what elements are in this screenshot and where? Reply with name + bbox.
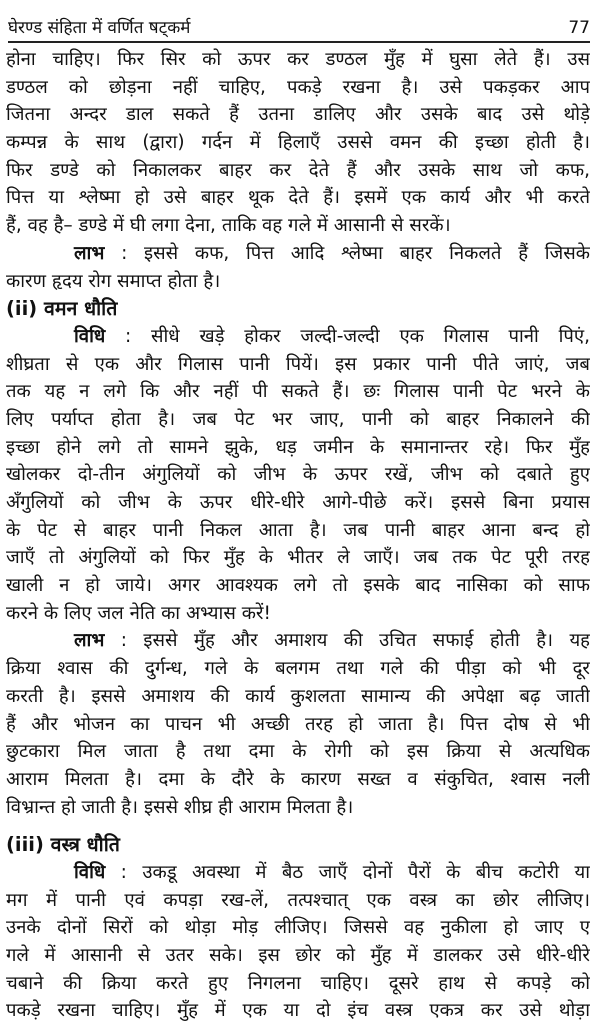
text-line: उनके दोनों सिरों को थोड़ा मोड़ लीजिए। जिससे वह नुकीला हो जाए ए xyxy=(6,917,590,939)
running-header xyxy=(8,10,590,43)
text-line: हैं, वह है– डण्डे में घी लगा देना, ताकि वह गले में आसानी से सरकें। xyxy=(6,215,451,237)
text-line: शीघ्रता से एक और गिलास पानी पियें। इस प्रकार पानी पीते जाएं, जब xyxy=(6,353,590,375)
section-heading: (ii) वमन धौति xyxy=(6,297,118,321)
text-line: डण्ठल को छोड़ना नहीं चाहिए, पकड़े रखना है। उसे पकड़कर आप xyxy=(6,76,590,98)
line-text: : उकडू अवस्था में बैठ जाएँ दोनों पैरों के बीच कटोरी या xyxy=(105,861,590,883)
text-line: पकड़े रखना चाहिए। मुँह में एक या दो इंच वस्त्र एकत्र कर उसे थोड़ा xyxy=(6,1000,590,1022)
text-line: खोलकर दो-तीन अंगुलियों को जीभ के ऊपर रखें, जीभ को दबाते हुए xyxy=(6,464,590,486)
text-line: जाएँ तो अंगुलियों को फिर मुँह के भीतर ले जाएँ। जब तक पेट पूरी तरह xyxy=(6,547,590,569)
page-body xyxy=(6,46,590,1025)
text-line: करने के लिए जल नेति का अभ्यास करें! xyxy=(6,602,271,624)
text-line: विभ्रान्त हो जाती है। इससे शीघ्र ही आराम मिलता है। xyxy=(6,796,354,818)
text-line: पित्त या श्लेष्मा हो उसे बाहर थूक देते हैं। इसमें एक कार्य और भी करते xyxy=(6,187,590,209)
text-line: आराम मिलता है। दमा के दौरे के कारण सख्त व संकुचित, श्वास नली xyxy=(6,768,590,790)
section-heading: (iii) वस्त्र धौति xyxy=(6,833,120,857)
text-line: चबाने की क्रिया करते हुए निगलना चाहिए। दूसरे हाथ से कपड़े को xyxy=(6,972,590,994)
text-line xyxy=(6,323,590,351)
text-line: खाली न हो जाये। अगर आवश्यक लगे तो इसके बाद नासिका को साफ xyxy=(6,575,590,597)
text-line: मग में पानी एवं कपड़ा रख-लें, तत्पश्चात् एक वस्त्र का छोर लीजिए। xyxy=(6,889,590,911)
paragraph-label: लाभ xyxy=(74,630,105,652)
text-line: क्रिया श्वास की दुर्गन्ध, गले के बलगम तथा गले की पीड़ा को भी दूर xyxy=(6,658,590,680)
text-line: करती है। इससे अमाशय की कार्य कुशलता सामान्य की अपेक्षा बढ़ जाती xyxy=(6,685,590,707)
text-line: लिए पर्याप्त होता है। जब पेट भर जाए, पानी को बाहर निकालने की xyxy=(6,408,590,430)
chapter-title: घेरण्ड संहिता में वर्णित षट्कर्म xyxy=(8,18,191,38)
line-text: : सीधे खड़े होकर जल्दी-जल्दी एक गिलास पानी पिएं, xyxy=(105,325,590,347)
paragraph-label: लाभ xyxy=(74,242,105,264)
text-line: गले में आसानी से उतर सके। इस छोर को मुँह में डालकर उसे धीरे-धीरे xyxy=(6,945,590,966)
paragraph-label: विधि xyxy=(74,325,106,347)
text-line: कम्पन्न के साथ (द्वारा) गर्दन में हिलाएँ उससे वमन की इच्छा होती है। xyxy=(6,132,590,154)
text-line: तक यह न लगे कि और नहीं पी सकते हैं। छः गिलास पानी पेट भरने के xyxy=(6,381,590,403)
text-line xyxy=(6,627,590,655)
text-line: कारण हृदय रोग समाप्त होता है। xyxy=(6,270,221,292)
text-line: होना चाहिए। फिर सिर को ऊपर कर डण्ठल मुँह में घुसा लेते हैं। उस xyxy=(6,49,590,70)
line-text: : इससे कफ, पित्त आदि श्लेष्मा बाहर निकलते हैं जिसके xyxy=(104,242,590,264)
text-line: अँगुलियों को जीभ के ऊपर धीरे-धीरे आगे-पीछे करें। इससे बिना प्रयास xyxy=(6,492,590,513)
line-text: : इससे मुँह और अमाशय की उचित सफाई होती है। यह xyxy=(104,630,590,652)
text-line: के पेट से बाहर पानी निकल आता है। जब पानी बाहर आना बन्द हो xyxy=(6,519,590,541)
paragraph-label: विधि xyxy=(74,861,106,883)
text-line: छुटकारा मिल जाता है तथा दमा के रोगी को इस क्रिया से अत्यधिक xyxy=(6,741,590,763)
text-line: फिर डण्डे को निकालकर बाहर कर देते हैं और उसके साथ जो कफ, xyxy=(6,159,590,181)
text-line: हैं और भोजन का पाचन भी अच्छी तरह हो जाता है। पित्त दोष से भी xyxy=(6,713,590,735)
text-line: जितना अन्दर डाल सकते हैं उतना डालिए और उसके बाद उसे थोड़े xyxy=(6,104,590,126)
text-line: इच्छा होने लगे तो सामने झुके, धड़ जमीन के समानान्तर रहे। फिर मुँह xyxy=(6,436,590,458)
text-line xyxy=(6,240,590,268)
page-number: 77 xyxy=(568,18,590,38)
text-line xyxy=(6,859,590,887)
